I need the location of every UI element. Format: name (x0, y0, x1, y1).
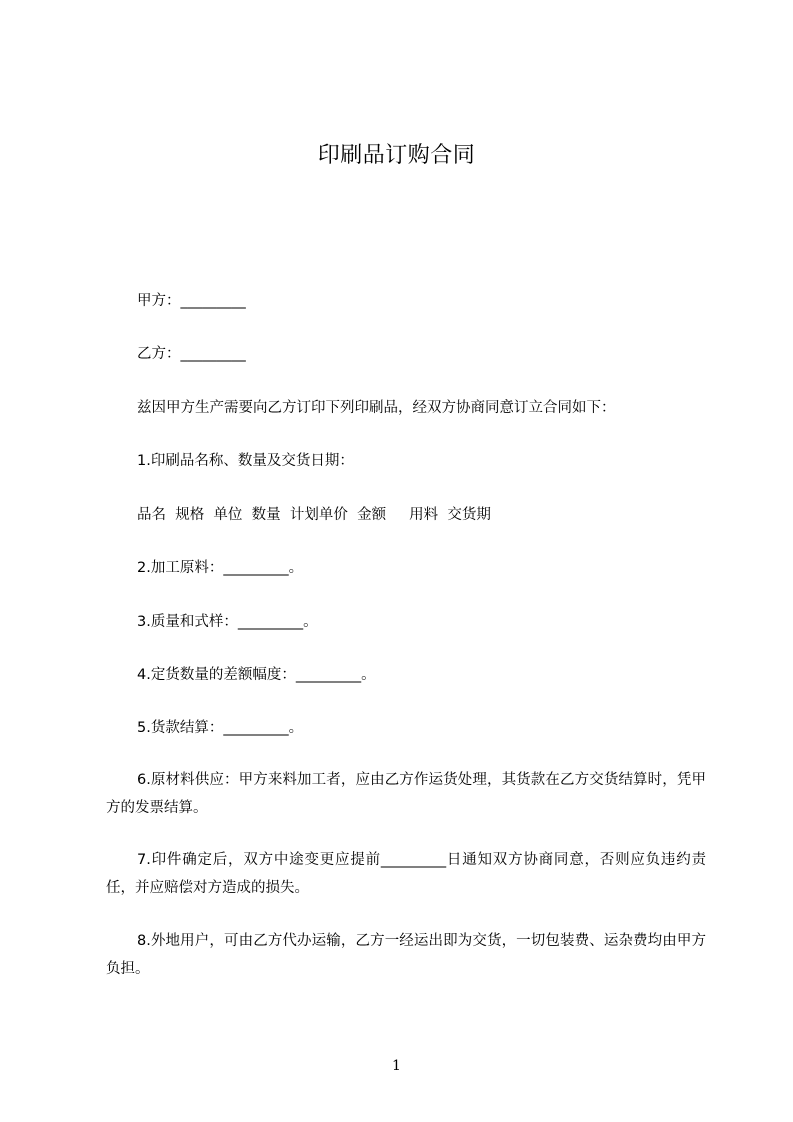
party-b-line: 乙方：_________ (137, 346, 246, 362)
clause-2: 2.加工原料：_________。 (137, 560, 304, 576)
clause-7: 7.印件确定后，双方中途变更应提前_________日通知双方协商同意，否则应负违约责任，并应赔偿对方造成的损失。 (106, 852, 706, 896)
page-number: 1 (392, 1058, 401, 1074)
clause-4: 4.定货数量的差额幅度：_________。 (137, 667, 376, 683)
party-a-line: 甲方：_________ (137, 293, 246, 309)
intro-paragraph: 兹因甲方生产需要向乙方订印下列印刷品，经双方协商同意订立合同如下： (137, 400, 616, 416)
document-title: 印刷品订购合同 (317, 143, 476, 168)
table-header-line: 品名 规格 单位 数量 计划单价 金额 用料 交货期 (137, 507, 491, 523)
clause-8: 8.外地用户，可由乙方代办运输，乙方一经运出即为交货，一切包装费、运杂费均由甲方负担。 (106, 933, 706, 977)
clause-1: 1.印刷品名称、数量及交货日期： (137, 453, 354, 469)
clause-6: 6.原材料供应：甲方来料加工者，应由乙方作运货处理，其货款在乙方交货结算时，凭甲方的发票结算。 (106, 772, 706, 816)
clause-5: 5.货款结算：_________。 (137, 720, 304, 736)
clause-3: 3.质量和式样：_________。 (137, 614, 318, 630)
